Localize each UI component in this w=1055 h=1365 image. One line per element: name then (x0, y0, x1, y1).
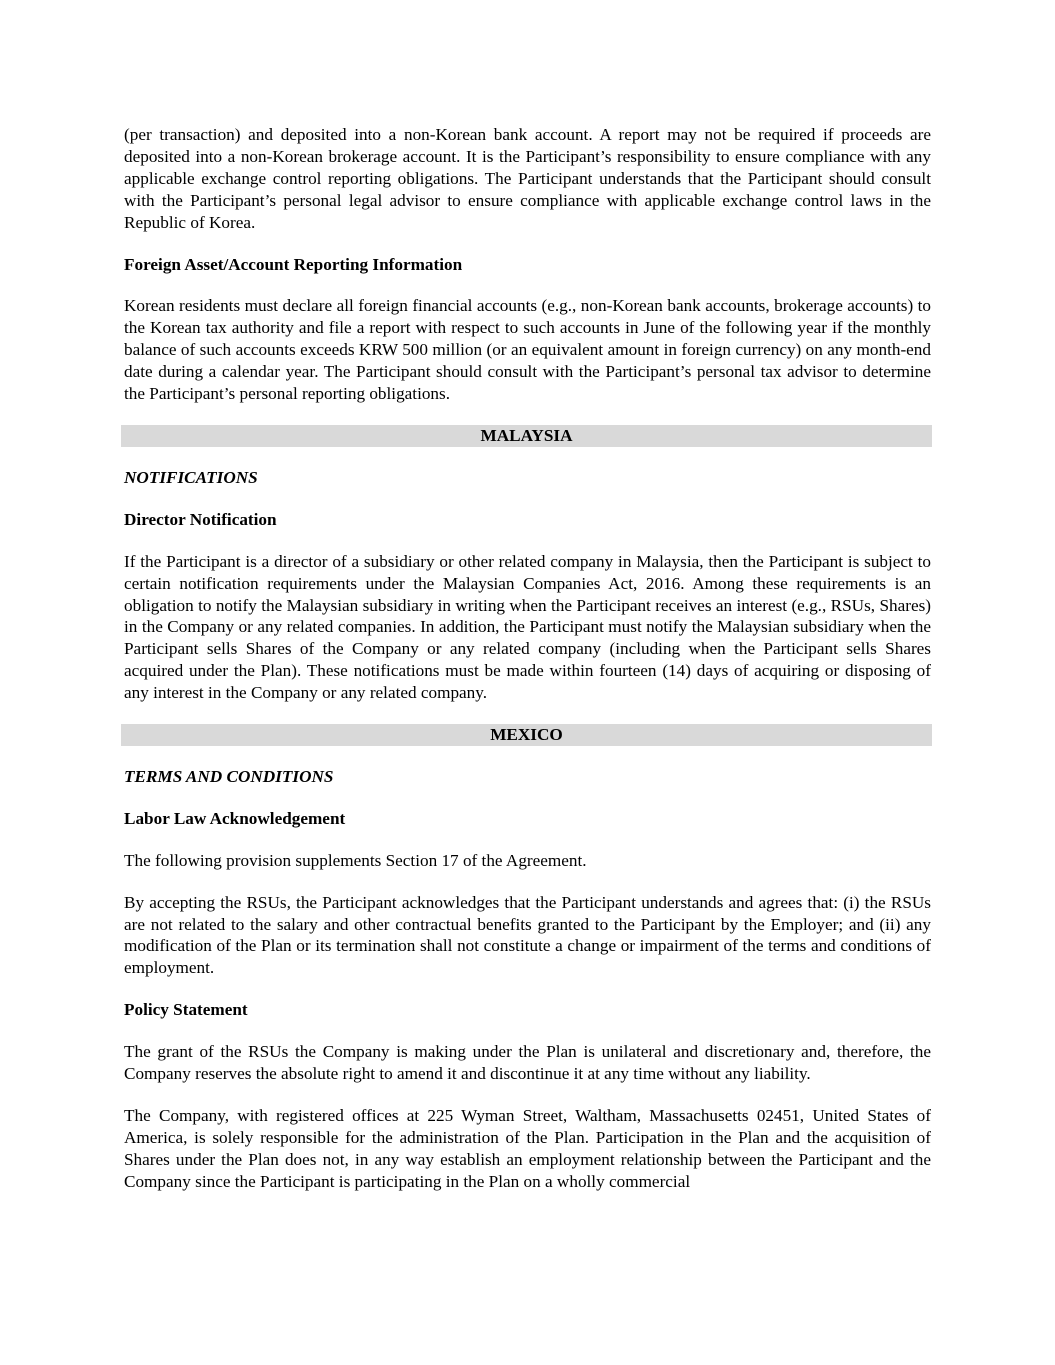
foreign-asset-heading: Foreign Asset/Account Reporting Information (124, 254, 463, 274)
country-header-mexico: MEXICO (121, 724, 932, 746)
director-notification-heading: Director Notification (124, 509, 277, 529)
policy-statement-paragraph-1: The grant of the RSUs the Company is making under the Plan is unilateral and discretionary and, therefore, the Company reserves the absolute right to amend it and discontinue it at any time without any liability. (124, 1042, 931, 1084)
malaysia-notifications-label: NOTIFICATIONS (124, 467, 258, 487)
foreign-asset-paragraph: Korean residents must declare all foreign financial accounts (e.g., non-Korean bank accounts, brokerage accounts) to the Korean tax authority and file a report with respect to such accounts in June of the following year if the monthly balance of such accounts exceeds KRW 500 million (or an equivalent amount in foreign currency) on any month-end date during a calendar year. The Participant should consult with the Participant’s personal tax advisor to determine the Participant’s personal reporting obligations. (124, 296, 931, 404)
document-page (124, 124, 931, 1213)
labor-law-heading: Labor Law Acknowledgement (124, 808, 346, 828)
country-header-malaysia: MALAYSIA (121, 425, 932, 447)
policy-statement-paragraph-2: The Company, with registered offices at 225 Wyman Street, Waltham, Massachusetts 02451, United States of America, is solely responsible for the administration of the Plan. Participation in the Plan and the acquisition of Shares under the Plan does not, in any way establish an employment relationship between the Participant and the Company since the Participant is participating in the Plan on a wholly commercial (124, 1106, 931, 1191)
labor-law-intro: The following provision supplements Section 17 of the Agreement. (124, 850, 587, 870)
policy-statement-heading: Policy Statement (124, 1000, 248, 1020)
labor-law-paragraph: By accepting the RSUs, the Participant acknowledges that the Participant understands and agrees that: (i) the RSUs are not related to the salary and other contractual benefits granted to the Participant by the Employer; and (ii) any modification of the Plan or its termination shall not constitute a change or impairment of the terms and conditions of employment. (124, 892, 931, 978)
mexico-terms-label: TERMS AND CONDITIONS (124, 766, 334, 786)
korea-exchange-control-paragraph: (per transaction) and deposited into a non-Korean bank account. A report may not be required if proceeds are deposited into a non-Korean brokerage account. It is the Participant’s responsibility to ensure compliance with any applicable exchange control reporting obligations. The Participant understands that the Participant should consult with the Participant’s personal legal advisor to ensure compliance with applicable exchange control laws in the Republic of Korea. (124, 125, 931, 232)
director-notification-paragraph: If the Participant is a director of a subsidiary or other related company in Malaysia, then the Participant is subject to certain notification requirements under the Malaysian Companies Act, 2016. Among these requirements is an obligation to notify the Malaysian subsidiary in writing when the Participant receives an interest (e.g., RSUs, Shares) in the Company or any related companies. In addition, the Participant must notify the Malaysian subsidiary when the Participant sells Shares of the Company or any related company (including when the Participant sells Shares acquired under the Plan). These notifications must be made within fourteen (14) days of acquiring or disposing of any interest in the Company or any related company. (124, 551, 931, 703)
